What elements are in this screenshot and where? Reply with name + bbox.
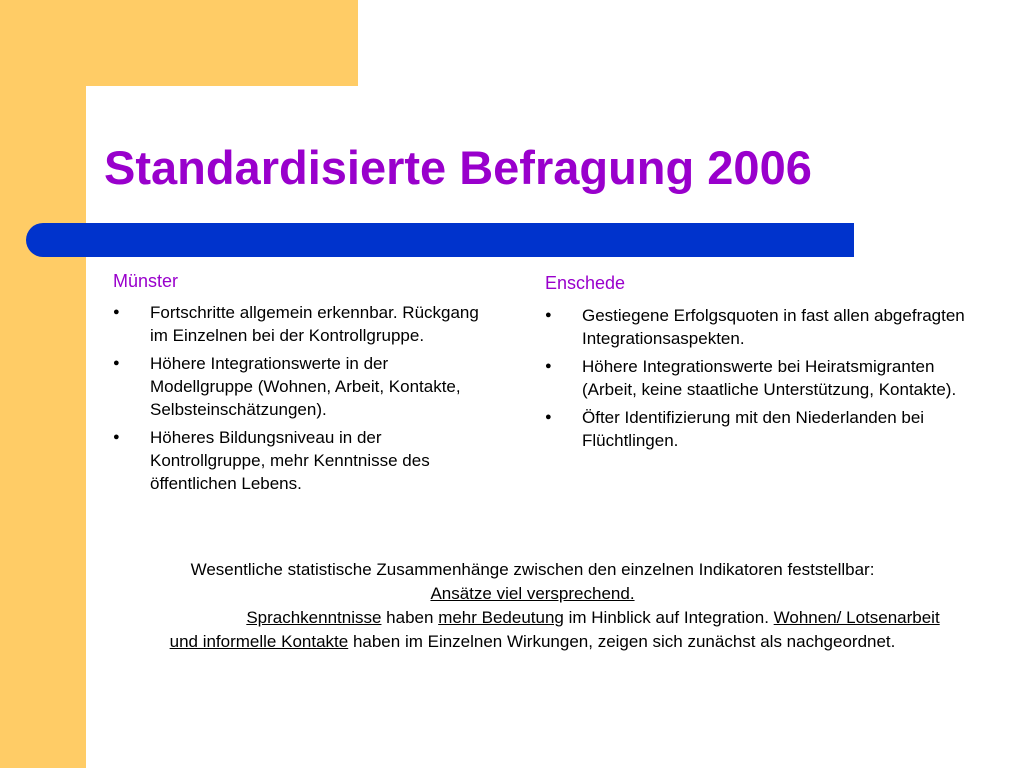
summary-wohnen: Wohnen/ Lotsenarbeit und informelle Kontakte [169, 608, 940, 651]
muenster-column [113, 270, 493, 500]
summary-approaches: Ansätze viel versprechend. [430, 584, 635, 603]
title-underline-bar [26, 223, 854, 257]
summary-mehr-bedeutung: mehr Bedeutung [438, 608, 564, 627]
decorative-top-block [0, 0, 358, 86]
summary-text: haben im Einzelnen Wirkungen, zeigen sich zunächst als nachgeordnet. [348, 632, 896, 651]
list-item: ● Fortschritte allgemein erkennbar. Rückgang im Einzelnen bei der Kontrollgruppe. [113, 301, 493, 347]
list-item: ● Gestiegene Erfolgsquoten in fast allen abgefragten Integrationsaspekten. [545, 304, 965, 350]
enschede-bullet-list [545, 304, 965, 452]
enschede-heading: Enschede [545, 273, 626, 293]
enschede-column [545, 272, 965, 457]
summary-text: haben [381, 608, 439, 627]
muenster-heading: Münster [113, 271, 179, 291]
decorative-left-bar [0, 0, 86, 768]
list-item: ● Höhere Integrationswerte bei Heiratsmigranten (Arbeit, keine staatliche Unterstützung, Kontakte). [545, 355, 965, 401]
summary-intro: Wesentliche statistische Zusammenhänge zwischen den einzelnen Indikatoren feststellbar: [190, 560, 875, 579]
summary-paragraph [110, 558, 955, 654]
list-item: ● Öfter Identifizierung mit den Niederlanden bei Flüchtlingen. [545, 406, 965, 452]
muenster-bullet-list [113, 301, 493, 495]
list-item: ● Höhere Integrationswerte in der Modellgruppe (Wohnen, Arbeit, Kontakte, Selbsteinschätzungen). [113, 352, 493, 421]
slide-title: Standardisierte Befragung 2006 [104, 141, 812, 194]
summary-sprachkenntnisse: Sprachkenntnisse [246, 608, 382, 627]
summary-text: im Hinblick auf Integration. [563, 608, 774, 627]
list-item: ● Höheres Bildungsniveau in der Kontrollgruppe, mehr Kenntnisse des öffentlichen Lebens. [113, 426, 493, 495]
